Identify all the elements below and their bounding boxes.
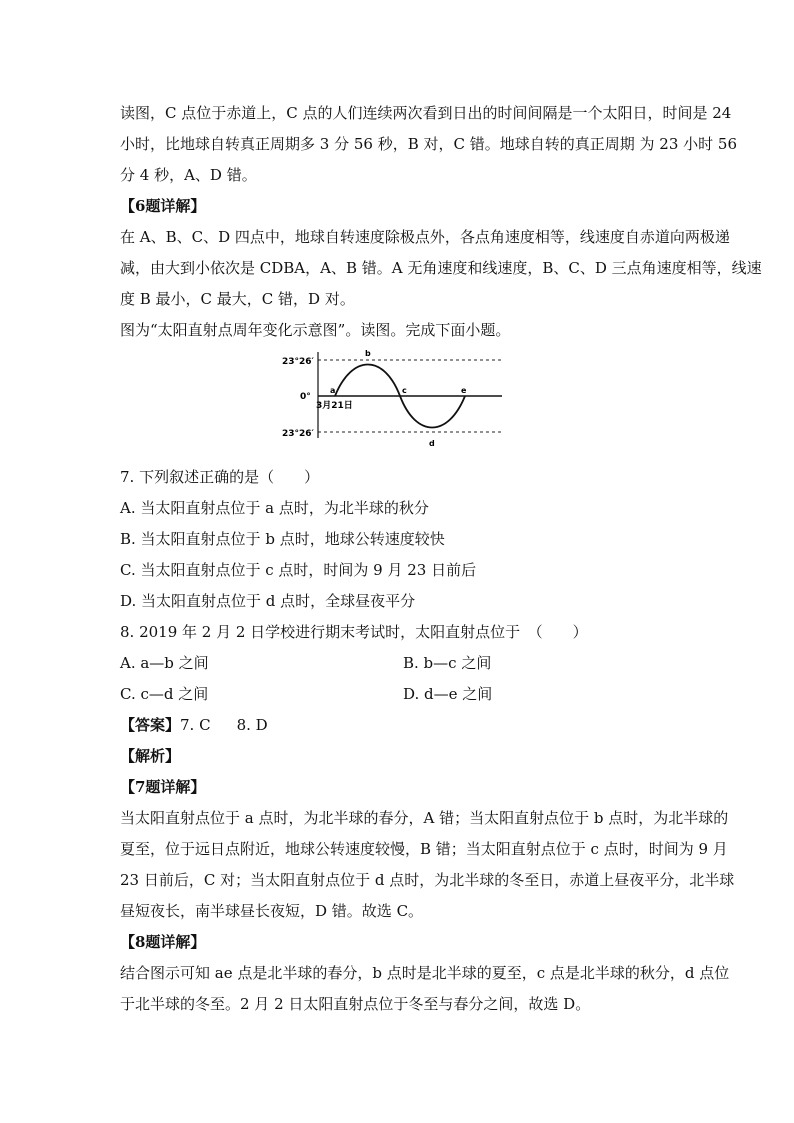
paragraph-q7-explanation: [120, 803, 735, 927]
label-date: 3月21日: [316, 401, 353, 411]
text-line: 23 日前后，C 对；当太阳直射点位于 d 点时，为北半球的冬至日，赤道上昼夜平分，北半球: [120, 871, 735, 889]
text-line: 分 4 秒，A、D 错。: [120, 166, 257, 184]
question-8: [120, 617, 680, 710]
option-c: C. c—d 之间: [120, 685, 209, 703]
section-heading-q8: 【8题详解】: [120, 933, 206, 951]
label-tropic-south: 23°26′: [282, 429, 314, 439]
option-b: B. b—c 之间: [403, 654, 492, 672]
label-equator: 0°: [300, 392, 311, 402]
text-line: 夏至，位于远日点附近，地球公转速度较慢，B 错；当太阳直射点位于 c 点时，时间为 9 月: [120, 840, 728, 858]
option-d: D. 当太阳直射点位于 d 点时，全球昼夜平分: [120, 592, 416, 610]
option-row: [120, 648, 680, 679]
question-7: [120, 462, 680, 617]
analysis-heading: 【解析】: [120, 747, 181, 765]
option-row: [120, 679, 680, 710]
question-stem: 8. 2019 年 2 月 2 日学校进行期末考试时，太阳直射点位于 （ ）: [120, 623, 588, 641]
answer-q8: 8. D: [236, 716, 268, 734]
label-tropic-north: 23°26′: [282, 357, 314, 367]
point-a-label: a: [330, 386, 336, 395]
paragraph-q5-explanation: [120, 98, 737, 191]
option-a: A. 当太阳直射点位于 a 点时，为北半球的秋分: [120, 499, 429, 517]
point-b-label: b: [365, 349, 371, 358]
point-c-label: c: [402, 386, 407, 395]
text-line: 昼短夜长，南半球昼长夜短，D 错。故选 C。: [120, 902, 424, 920]
option-a: A. a—b 之间: [120, 654, 209, 672]
question-stem: 7. 下列叙述正确的是（ ）: [120, 468, 320, 486]
option-b: B. 当太阳直射点位于 b 点时，地球公转速度较快: [120, 530, 445, 548]
figure-intro: 图为“太阳直射点周年变化示意图”。读图。完成下面小题。: [120, 321, 511, 339]
point-d-label: d: [429, 439, 435, 448]
section-heading-q6: 【6题详解】: [120, 197, 206, 215]
point-e-label: e: [461, 386, 467, 395]
text-line: 于北半球的冬至。2 月 2 日太阳直射点位于冬至与春分之间，故选 D。: [120, 995, 591, 1013]
section-heading-q7: 【7题详解】: [120, 778, 206, 796]
text-line: 小时，比地球自转真正周期多 3 分 56 秒，B 对，C 错。地球自转的真正周期 为 23 小时 56: [120, 135, 737, 153]
text-line: 度 B 最小，C 最大，C 错，D 对。: [120, 290, 355, 308]
answer-label: 【答案】: [120, 716, 181, 734]
paragraph-q6-explanation: [120, 222, 762, 315]
option-c: C. 当太阳直射点位于 c 点时，时间为 9 月 23 日前后: [120, 561, 477, 579]
option-d: D. d—e 之间: [403, 685, 493, 703]
sine-diagram: [280, 346, 520, 462]
text-line: 减，由大到小依次是 CDBA，A、B 错。A 无角速度和线速度，B、C、D 三点角速度相等，线速: [120, 259, 762, 277]
text-line: 结合图示可知 ae 点是北半球的春分，b 点时是北半球的夏至，c 点是北半球的秋分，d 点位: [120, 964, 730, 982]
text-line: 当太阳直射点位于 a 点时，为北半球的春分，A 错；当太阳直射点位于 b 点时，为北半球的: [120, 809, 729, 827]
document-body: [120, 98, 762, 1020]
answer-q7: 7. C: [180, 716, 211, 734]
paragraph-q8-explanation: [120, 958, 730, 1020]
text-line: 在 A、B、C、D 四点中，地球自转速度除极点外，各点角速度相等，线速度自赤道向两极递: [120, 228, 730, 246]
answer-line: [120, 710, 680, 741]
sun-direct-point-figure: [120, 346, 680, 462]
text-line: 读图，C 点位于赤道上，C 点的人们连续两次看到日出的时间间隔是一个太阳日，时间是 24: [120, 104, 732, 122]
